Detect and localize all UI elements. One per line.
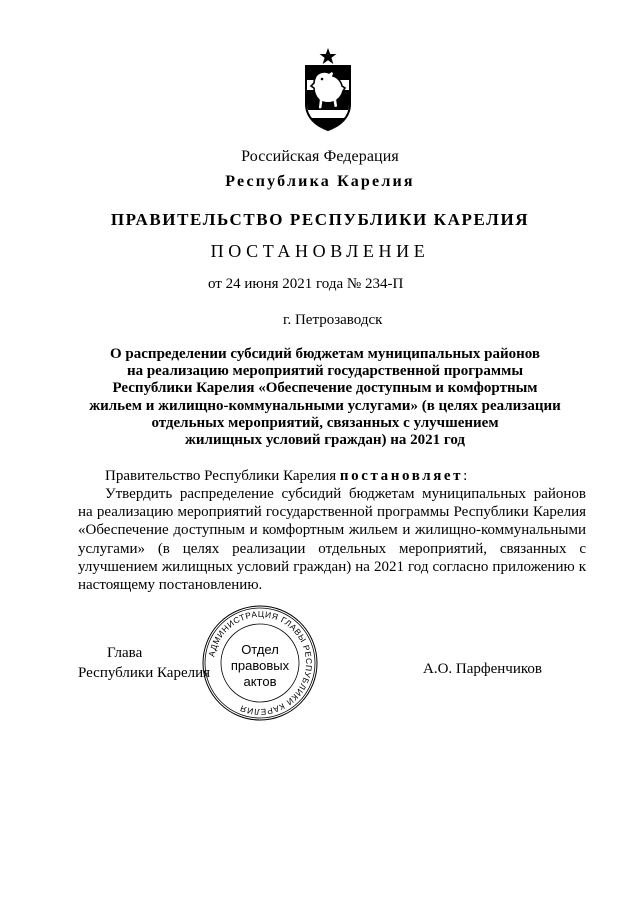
paragraph-line: настоящему постановлению.: [78, 577, 263, 594]
title-line: жильем и жилищно-коммунальными услугами» (в целях реализации: [89, 397, 561, 414]
coat-of-arms-icon: [298, 46, 358, 132]
paragraph-line: «Обеспечение доступным и комфортным жильем и жилищно-коммунальными: [78, 522, 586, 539]
document-title: [70, 346, 580, 449]
stamp-ring-text: АДМИНИСТРАЦИЯ ГЛАВЫ РЕСПУБЛИКИ КАРЕЛИЯ: [206, 608, 315, 718]
government-name: ПРАВИТЕЛЬСТВО РЕСПУБЛИКИ КАРЕЛИЯ: [110, 210, 530, 229]
republic-name: Республика Карелия: [225, 173, 415, 190]
paragraph-line: услугами» (в целях реализации отдельных мероприятий, связанных с: [78, 540, 586, 557]
resolve-word: постановляет: [339, 468, 464, 484]
paragraph-line: на реализацию мероприятий государственной программы Республики Карелия: [78, 504, 586, 521]
date-number: от 24 июня 2021 года № 234-П: [208, 276, 404, 292]
official-stamp: [201, 604, 319, 722]
signatory-name: А.О. Парфенчиков: [423, 661, 542, 677]
stamp-line1: Отдел: [241, 642, 279, 657]
city-name: г. Петрозаводск: [283, 312, 383, 328]
signatory-title: [78, 643, 210, 683]
resolve-intro: Правительство Республики Карелия: [105, 468, 340, 484]
title-line: жилищных условий граждан) на 2021 год: [185, 432, 465, 449]
signatory-title-line1: Глава: [107, 645, 143, 661]
paragraph-line: улучшением жилищных условий граждан) на 2021 год согласно приложению к: [78, 558, 586, 575]
resolve-line: [78, 467, 586, 485]
resolve-colon: :: [463, 468, 468, 484]
document-type: ПОСТАНОВЛЕНИЕ: [210, 241, 430, 261]
title-line: О распределении субсидий бюджетам муниципальных районов: [110, 346, 540, 362]
signatory-title-line2: Республики Карелия: [78, 665, 211, 681]
title-line: Республики Карелия «Обеспечение доступным и комфортным: [112, 380, 538, 397]
stamp-line2: правовых: [230, 658, 290, 673]
body-paragraph: [78, 485, 586, 594]
country-name: Российская Федерация: [241, 148, 399, 165]
title-line: отдельных мероприятий, связанных с улучшением: [151, 414, 499, 431]
stamp-line3: актов: [243, 674, 277, 689]
title-line: на реализацию мероприятий государственной программы: [126, 363, 524, 380]
paragraph-line: Утвердить распределение субсидий бюджетам муниципальных районов: [105, 486, 586, 502]
